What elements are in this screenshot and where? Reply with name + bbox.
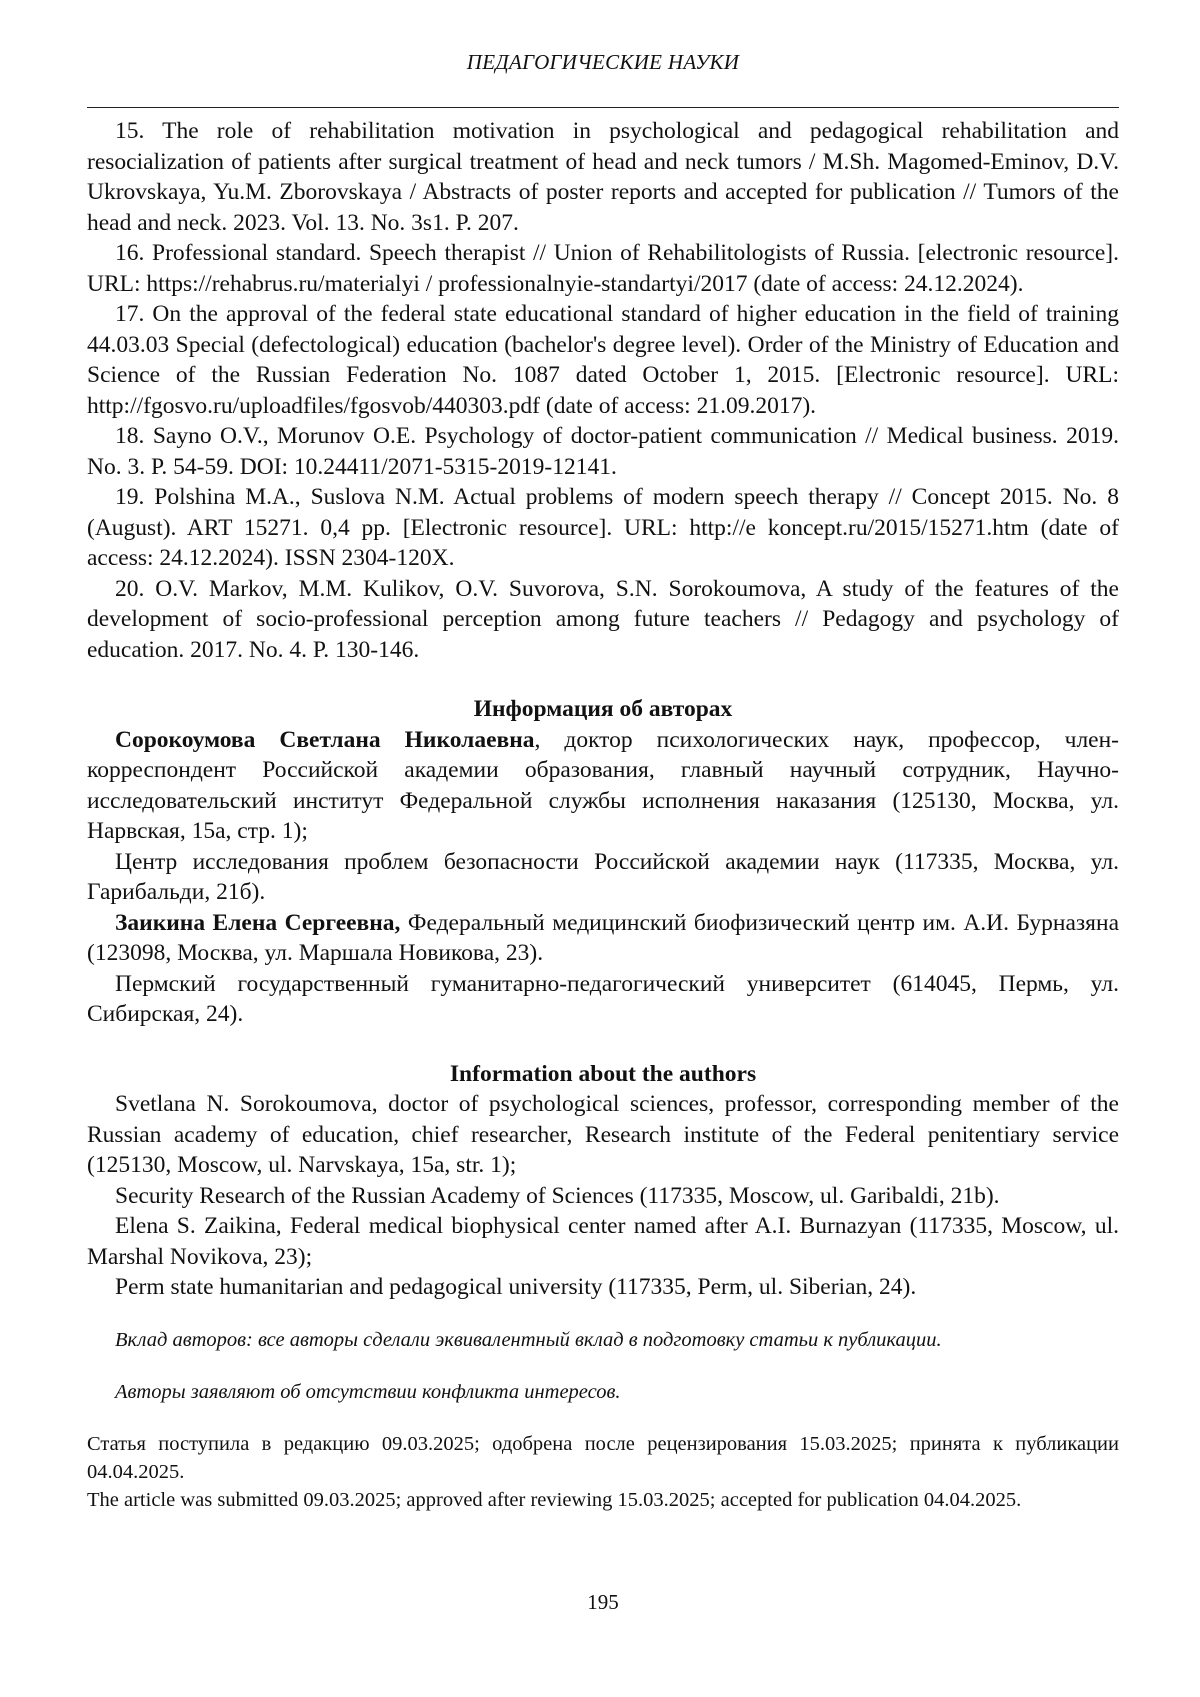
author-2-affiliation-2-ru: Пермский государственный гуманитарно-педагогический университет (614045, Пермь, ул. Сибирская, 24). <box>87 970 1119 1027</box>
authors-heading-ru: Информация об авторах <box>473 696 733 722</box>
author-1-en: Svetlana N. Sorokoumova, doctor of psychological sciences, professor, corresponding member of the Russian academy of education, chief researcher, Research institute of the Federal penitentiary service (125130, Moscow, ul. Narvskaya, 15a, str. 1); <box>87 1091 1119 1178</box>
reference-item: 18. Sayno O.V., Morunov O.E. Psychology of doctor-patient communication // Medical business. 2019. No. 3. P. 54-59. DOI: 10.24411/2071-5315-2019-12141. <box>87 423 1119 480</box>
author-2-name-ru: Заикина Елена Сергеевна, <box>115 909 401 936</box>
author-1-ru <box>87 725 1119 847</box>
author-1-affiliation-2-ru: Центр исследования проблем безопасности Российской академии наук (117335, Москва, ул. Гарибальди, 21б). <box>87 848 1119 905</box>
author-2-en: Elena S. Zaikina, Federal medical biophysical center named after A.I. Burnazyan (117335, Moscow, ul. Marshal Novikova, 23); <box>87 1213 1119 1270</box>
author-2-affiliation-ru: Федеральный медицинский биофизический центр им. А.И. Бурназяна (123098, Москва, ул. Маршала Новикова, 23). <box>87 909 1119 966</box>
page-content <box>87 116 1119 1514</box>
conflict-note: Авторы заявляют об отсутствии конфликта интересов. <box>115 1381 621 1403</box>
author-1-affiliation-2-en: Security Research of the Russian Academy of Sciences (117335, Moscow, ul. Garibaldi, 21b). <box>115 1182 1000 1209</box>
author-2-affiliation-2-en: Perm state humanitarian and pedagogical university (117335, Perm, ul. Siberian, 24). <box>115 1274 917 1300</box>
reference-item: 15. The role of rehabilitation motivation in psychological and pedagogical rehabilitation and resocialization of patients after surgical treatment of head and neck tumors / M.Sh. Magomed-Eminov, D.V. Ukrovskaya, Yu.M. Zborovskaya / Abstracts of poster reports and accepted for publication // Tumors of the head and neck. 2023. Vol. 13. No. 3s1. P. 207. <box>87 118 1119 236</box>
author-1-affiliation-ru: , доктор психологических наук, профессор, член-корреспондент Российской академии образования, главный научный сотрудник, Научно-исследовательский институт Федеральной службы исполнения наказания (125130, Москва, ул. Нарвская, 15а, стр. 1); <box>87 726 1119 844</box>
running-header: ПЕДАГОГИЧЕСКИЕ НАУКИ <box>466 50 740 74</box>
reference-item: 20. O.V. Markov, M.M. Kulikov, O.V. Suvorova, S.N. Sorokoumova, A study of the features of the development of socio-professional perception among future teachers // Pedagogy and psychology of education. 2017. No. 4. P. 130-146. <box>87 575 1119 663</box>
reference-item: 17. On the approval of the federal state educational standard of higher education in the field of training 44.03.03 Special (defectological) education (bachelor's degree level). Order of the Ministry of Education and Science of the Russian Federation No. 1087 dated October 1, 2015. [Electronic resource]. URL: http://fgosvo.ru/uploadfiles/fgosvob/440303.pdf (date of access: 21.09.2017). <box>87 301 1119 419</box>
author-2-ru <box>87 908 1119 969</box>
author-1-name-ru: Сорокоумова Светлана Николаевна <box>115 726 535 753</box>
reference-item: 19. Polshina M.A., Suslova N.M. Actual problems of modern speech therapy // Concept 2015. No. 8 (August). ART 15271. 0,4 pp. [Electronic resource]. URL: http://e koncept.ru/2015/15271.htm (date of access: 24.12.2024). ISSN 2304-120X. <box>87 484 1119 571</box>
reference-item: 16. Professional standard. Speech therapist // Union of Rehabilitologists of Russia. [electronic resource]. URL: https://rehabrus.ru/materialyi / professionalnyie-standartyi/2017 (date of access: 24.12.2024). <box>87 240 1119 297</box>
page-number: 195 <box>587 1590 619 1614</box>
dates-en: The article was submitted 09.03.2025; approved after reviewing 15.03.2025; accepted for publication 04.04.2025. <box>87 1488 1022 1511</box>
authors-heading-en: Information about the authors <box>449 1060 757 1087</box>
contribution-note: Вклад авторов: все авторы сделали эквивалентный вклад в подготовку статьи к публикации. <box>115 1328 942 1351</box>
dates-ru: Статья поступила в редакцию 09.03.2025; одобрена после рецензирования 15.03.2025; принята к публикации 04.04.2025. <box>87 1432 1119 1483</box>
header-divider <box>87 107 1119 108</box>
